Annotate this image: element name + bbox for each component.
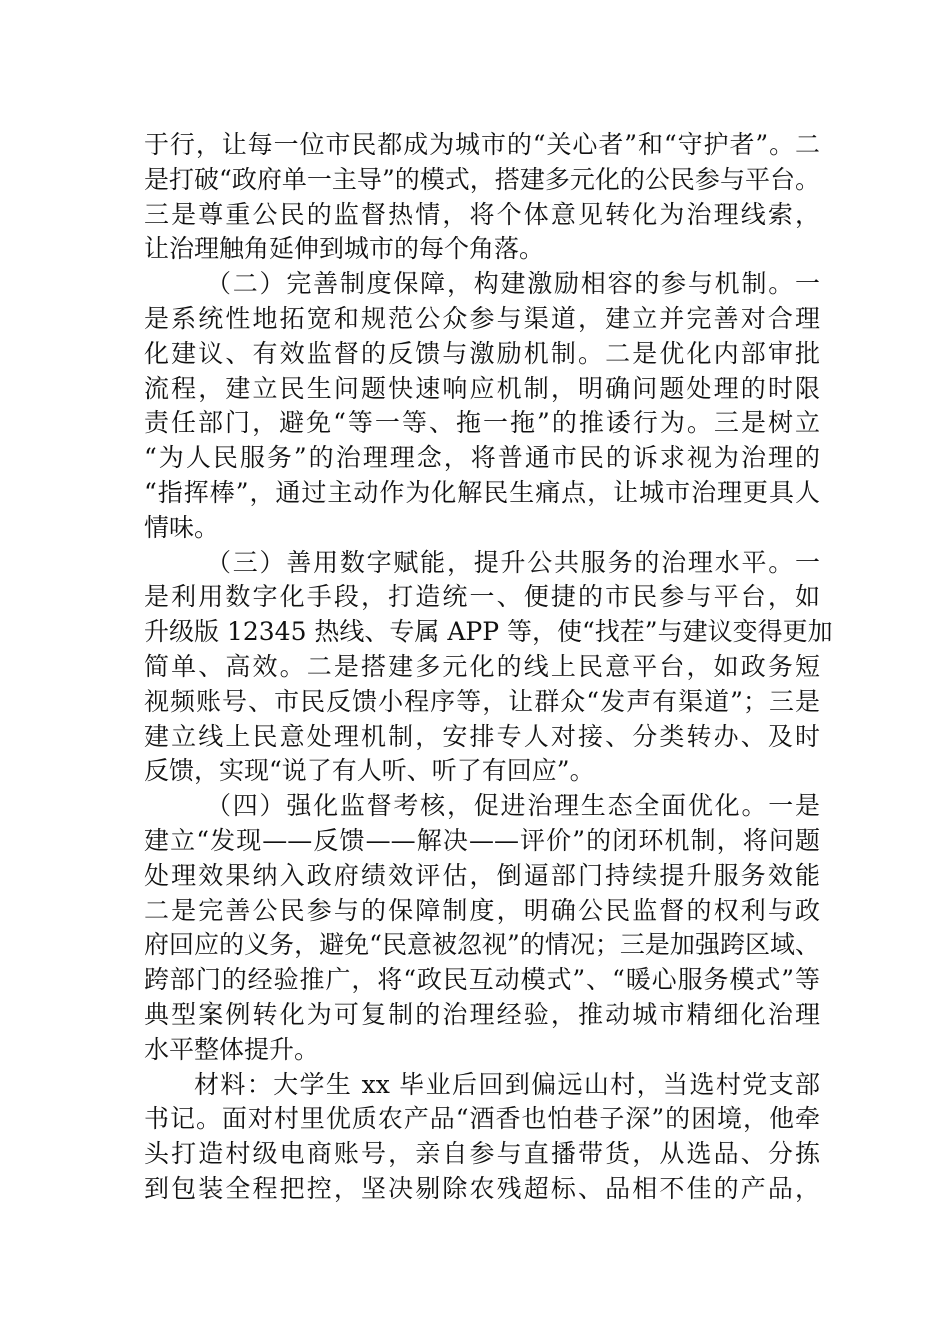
text-line: 视频账号、市民反馈小程序等，让群众“发声有渠道”；三是 — [144, 686, 820, 716]
text-line: 是系统性地拓宽和规范公众参与渠道，建立并完善对合理 — [144, 303, 820, 333]
text-line: 反馈，实现“说了有人听、听了有回应”。 — [144, 756, 595, 786]
text-line: 让治理触角延伸到城市的每个角落。 — [144, 234, 545, 264]
text-line: 是利用数字化手段，打造统一、便捷的市民参与平台，如 — [144, 582, 820, 612]
text-line: 水平整体提升。 — [144, 1034, 320, 1064]
text-line: 化建议、有效监督的反馈与激励机制。二是优化内部审批 — [144, 338, 820, 368]
text-line: “指挥棒”，通过主动作为化解民生痛点，让城市治理更具人 — [144, 477, 820, 507]
text-line: 是打破“政府单一主导”的模式，搭建多元化的公民参与平台。 — [144, 164, 820, 194]
text-line: 府回应的义务，避免“民意被忽视”的情况；三是加强跨区域、 — [144, 930, 820, 960]
material-heading-line: 材料：大学生 xx 毕业后回到偏远山村，当选村党支部 — [194, 1069, 820, 1099]
text-line: 升级版 12345 热线、专属 APP 等，使“找茬”与建议变得更加 — [144, 617, 833, 647]
text-line: 跨部门的经验推广，将“政民互动模式”、“暖心服务模式”等 — [144, 965, 820, 995]
text-line: 三是尊重公民的监督热情，将个体意见转化为治理线索， — [144, 199, 820, 229]
text-line: 到包装全程把控，坚决剔除农残超标、品相不佳的产品， — [144, 1173, 820, 1203]
text-line: 建立“发现——反馈——解决——评价”的闭环机制，将问题 — [144, 825, 820, 855]
text-line: 头打造村级电商账号，亲自参与直播带货，从选品、分拣 — [144, 1139, 820, 1169]
text-line: 书记。面对村里优质农产品“酒香也怕巷子深”的困境，他牵 — [144, 1104, 820, 1134]
section-heading-line: （三）善用数字赋能，提升公共服务的治理水平。一 — [206, 547, 820, 577]
text-line: 责任部门，避免“等一等、拖一拖”的推诿行为。三是树立 — [144, 408, 820, 438]
section-heading-line: （二）完善制度保障，构建激励相容的参与机制。一 — [206, 269, 820, 299]
text-line: 典型案例转化为可复制的治理经验，推动城市精细化治理 — [144, 999, 820, 1029]
text-line: “为人民服务”的治理理念，将普通市民的诉求视为治理的 — [144, 443, 820, 473]
text-line: 于行，让每一位市民都成为城市的“关心者”和“守护者”。二 — [144, 130, 820, 159]
text-line: 处理效果纳入政府绩效评估，倒逼部门持续提升服务效能 — [144, 860, 820, 890]
text-line: 简单、高效。二是搭建多元化的线上民意平台，如政务短 — [144, 651, 820, 681]
section-heading-line: （四）强化监督考核，促进治理生态全面优化。一是 — [206, 791, 820, 821]
text-line: 建立线上民意处理机制，安排专人对接、分类转办、及时 — [144, 721, 820, 751]
text-line: 情味。 — [144, 512, 220, 542]
text-line: 二是完善公民参与的保障制度，明确公民监督的权利与政 — [144, 895, 820, 925]
text-line: 流程，建立民生问题快速响应机制，明确问题处理的时限 — [144, 373, 820, 403]
document-body — [144, 128, 833, 1207]
